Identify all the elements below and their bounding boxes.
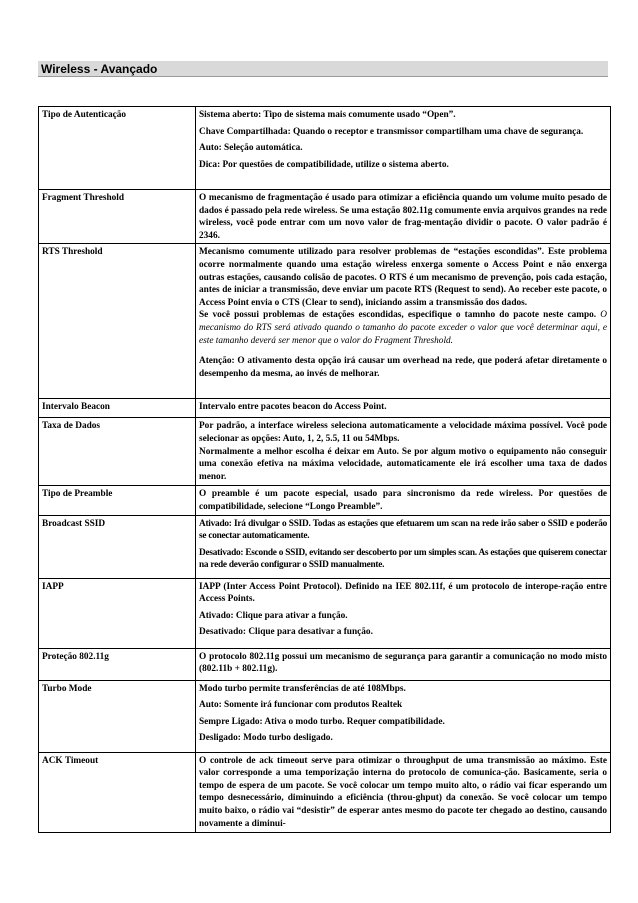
row-description <box>196 680 611 752</box>
paragraph: Sistema aberto: Tipo de sistema mais comumente usado “Open”. <box>199 110 456 120</box>
row-description <box>196 418 611 486</box>
section-title-bar <box>38 61 608 77</box>
row-label: ACK Timeout <box>39 752 196 832</box>
paragraph: Auto: Seleção automática. <box>199 143 303 154</box>
row-label: Intervalo Beacon <box>39 399 196 418</box>
row-label: RTS Threshold <box>39 244 196 399</box>
paragraph: O protocolo 802.11g possui um mecanismo de segurança para garantir a comunicação no modo misto (802.11b + 802.11g). <box>199 651 607 675</box>
row-description <box>196 486 611 515</box>
paragraph: Auto: Somente irá funcionar com produtos Realtek <box>199 700 403 711</box>
paragraph: Dica: Por questões de compatibilidade, utilize o sistema aberto. <box>199 159 449 170</box>
paragraph: Sempre Ligado: Ativa o modo turbo. Requer compatibilidade. <box>199 716 445 727</box>
spacer <box>199 347 607 355</box>
table-row <box>39 515 611 578</box>
paragraph: O controle de ack timeout serve para otimizar o throughput de uma transmissão ao máximo. Este valor corresponde a uma temporização interna do protocolo de comunica-ção. Basicamente, seria o tempo de espera de um pacote. Se você colocar um tempo muito alto, o rádio vai ficar esperando um tempo desnecessário, diminuindo a eficiência (throu-ghput) da conexão. Se você colocar um tempo muito baixo, o rádio vai “desistir” de esperar antes mesmo do pacote ter chegado ao destino, causando novamente a diminui- <box>199 755 607 829</box>
row-label: IAPP <box>39 578 196 648</box>
paragraph: Chave Compartilhada: Quando o receptor e transmissor compartilham uma chave de segurança. <box>199 126 584 137</box>
row-label: Tipo de Autenticação <box>39 107 196 190</box>
paragraph: Intervalo entre pacotes beacon do Access Point. <box>199 402 387 413</box>
italic-note: O mecanismo do RTS será ativado quando o tamanho do pacote exceder o valor que você determinar aqui, e este tamanho deverá ser menor que o valor do Fragment Threshold. <box>199 310 608 346</box>
paragraph: Mecanismo comumente utilizado para resolver problemas de “estações escondidas”. Este problema ocorre normalmente quando uma estação wireless enxerga somente o Access Point e não enxerga outras estações, causando colisão de pacotes. O RTS é um mecanismo de prevenção, pois cada estação, antes de iniciar a transmissão, deve enviar um pacote RTS (Request to send). Ao receber este pacote, o Access Point envia o CTS (Clear to send), iniciando assim a transmissão dos dados. <box>199 247 607 308</box>
row-label: Turbo Mode <box>39 680 196 752</box>
paragraph: Desligado: Modo turbo desligado. <box>199 733 333 744</box>
paragraph <box>199 309 607 347</box>
row-label: Broadcast SSID <box>39 515 196 578</box>
paragraph: Modo turbo permite transferências de até 108Mbps. <box>199 683 406 694</box>
row-label: Tipo de Preamble <box>39 486 196 515</box>
table-row <box>39 486 611 515</box>
paragraph: Normalmente a melhor escolha é deixar em Auto. Se por algum motivo o equipamento não conseguir uma conexão efetiva na máxima velocidade, automaticamente ele irá escolher uma taxa de dados menor. <box>199 446 607 482</box>
table-row <box>39 578 611 648</box>
paragraph: O preamble é um pacote especial, usado para sincronismo da rede wireless. Por questões de compatibilidade, selecione “Longo Preamble”. <box>199 489 607 512</box>
table-row <box>39 190 611 244</box>
paragraph: Ativado: Clique para ativar a função. <box>199 610 348 621</box>
table-row <box>39 107 611 190</box>
row-description <box>196 244 611 399</box>
row-label: Proteção 802.11g <box>39 648 196 680</box>
row-description <box>196 752 611 832</box>
table-row <box>39 418 611 486</box>
row-label: Fragment Threshold <box>39 190 196 244</box>
paragraph: IAPP (Inter Access Point Protocol). Definido na IEE 802.11f, é um protocolo de interope-ração entre Access Points. <box>199 581 607 605</box>
table-row <box>39 648 611 680</box>
row-label: Taxa de Dados <box>39 418 196 486</box>
row-description <box>196 190 611 244</box>
row-description <box>196 515 611 578</box>
table-row <box>39 680 611 752</box>
paragraph: Desativado: Esconde o SSID, evitando ser descoberto por um simples scan. As estações que quiserem conectar na rede deverão configurar o SSID manualmente. <box>199 547 607 571</box>
paragraph: Por padrão, a interface wireless seleciona automaticamente a velocidade máxima possível. Você pode selecionar as opções: Auto, 1, 2, 5.5, 11 ou 54Mbps. <box>199 421 607 444</box>
section-title: Wireless - Avançado <box>41 62 158 76</box>
row-description <box>196 648 611 680</box>
row-description <box>196 107 611 190</box>
settings-table <box>38 106 611 833</box>
table-row <box>39 244 611 399</box>
row-description <box>196 578 611 648</box>
paragraph: Desativado: Clique para desativar a função. <box>199 627 373 638</box>
paragraph-text: Se você possui problemas de estações escondidas, especifique o tamnho do pacote neste campo. <box>199 310 597 321</box>
paragraph: Ativado: Irá divulgar o SSID. Todas as estações que efetuarem um scan na rede irão saber o SSID e poderão se conectar automaticamente. <box>199 518 607 542</box>
table-row <box>39 399 611 418</box>
table-row <box>39 752 611 832</box>
row-description <box>196 399 611 418</box>
paragraph: Atenção: O ativamento desta opção irá causar um overhead na rede, que poderá afetar diretamente o desempenho da mesma, ao invés de melhorar. <box>199 356 607 379</box>
paragraph: O mecanismo de fragmentação é usado para otimizar a eficiência quando um volume muito pesado de dados é passado pela rede wireless. Se uma estação 802.11g comumente envia arquivos grandes na rede wireless, você pode entrar com um novo valor de frag-mentação dividir o pacote. O valor padrão é 2346. <box>199 193 607 241</box>
